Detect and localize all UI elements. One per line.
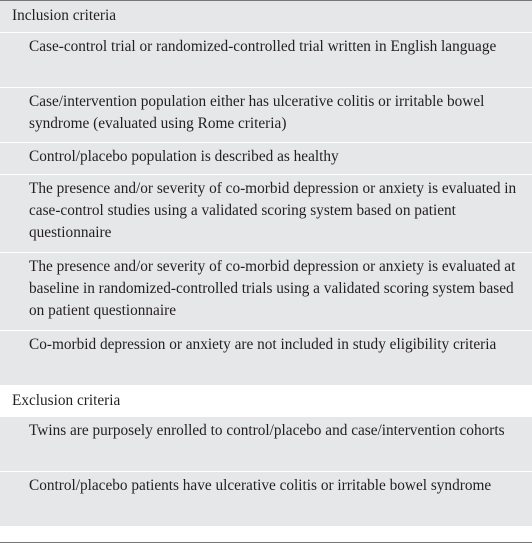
inclusion-criterion-5: The presence and/or severity of co-morbid depression or anxiety is evaluated at baseline in randomized-controlled trials using a validated scoring system based on patient questionnaire [0, 252, 532, 330]
inclusion-criterion-1: Case-control trial or randomized-controlled trial written in English language [0, 32, 532, 87]
inclusion-criterion-6: Co-morbid depression or anxiety are not included in study eligibility criteria [0, 330, 532, 385]
inclusion-criterion-2: Case/intervention population either has ulcerative colitis or irritable bowel syndrome (evaluated using Rome criteria) [0, 87, 532, 142]
inclusion-criterion-4: The presence and/or severity of co-morbid depression or anxiety is evaluated in case-control studies using a validated scoring system based on patient questionnaire [0, 174, 532, 252]
inclusion-criteria-heading: Inclusion criteria [0, 1, 532, 32]
exclusion-criteria-heading: Exclusion criteria [0, 385, 532, 416]
inclusion-criterion-3: Control/placebo population is described as healthy [0, 142, 532, 174]
exclusion-criterion-1: Twins are purposely enrolled to control/placebo and case/intervention cohorts [0, 416, 532, 471]
exclusion-criterion-2: Control/placebo patients have ulcerative colitis or irritable bowel syndrome [0, 471, 532, 526]
